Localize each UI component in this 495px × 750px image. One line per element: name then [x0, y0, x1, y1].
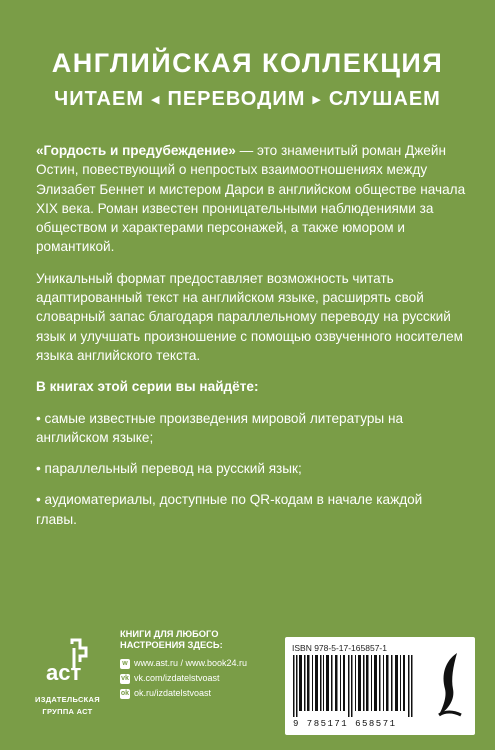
tagline-read: ЧИТАЕМ — [54, 88, 144, 110]
publisher-name-line-2: ГРУППА АСТ — [42, 707, 93, 716]
link-ok-text: ok.ru/izdatelstvoast — [134, 688, 212, 698]
publisher-links — [120, 629, 260, 701]
arrow-left-icon: ◀ — [151, 94, 161, 106]
isbn-panel — [285, 637, 475, 735]
feature-item: • параллельный перевод на русский язык; — [36, 461, 302, 477]
barcode-number: 9 785171 658571 — [293, 719, 397, 729]
isbn-label: ISBN 978-5-17-165857-1 — [292, 643, 387, 653]
ok-icon: ok — [120, 690, 130, 697]
book-title: «Гордость и предубеждение» — [36, 143, 236, 158]
tagline-listen: СЛУШАЕМ — [328, 88, 441, 110]
arrow-right-icon: ▶ — [312, 94, 322, 106]
link-ok[interactable] — [120, 686, 260, 701]
features-heading: В книгах этой серии вы найдёте: — [36, 379, 259, 395]
link-web-text: www.ast.ru / www.book24.ru — [134, 658, 248, 668]
link-vk[interactable] — [120, 671, 260, 686]
links-heading-line-1: КНИГИ ДЛЯ ЛЮБОГО — [120, 629, 219, 639]
feature-item: • аудиоматериалы, доступные по QR-кодам в начале каждой главы. — [36, 492, 423, 527]
tagline — [0, 88, 495, 111]
link-vk-text: vk.com/izdatelstvoast — [134, 673, 220, 683]
vk-icon: vk — [121, 675, 129, 682]
description-paragraph-2: Уникальный формат предоставляет возможность читать адаптированный текст на английском языке, расширять свой словарный запас благодаря параллельному переводу на русский язык и улучшать произношение с помощью озвученного носителем языка английского текста. — [36, 270, 463, 363]
series-title: АНГЛИЙСКАЯ КОЛЛЕКЦИЯ — [51, 48, 444, 78]
publisher-name-line-1: ИЗДАТЕЛЬСКАЯ — [35, 695, 100, 704]
barcode — [291, 655, 416, 717]
ast-logo-icon — [38, 638, 98, 688]
links-heading-line-2: НАСТРОЕНИЯ ЗДЕСЬ: — [120, 640, 223, 650]
description-paragraph-1 — [36, 141, 466, 257]
web-icon: w — [120, 659, 130, 669]
publisher-logo-text: аст — [45, 660, 81, 685]
description — [36, 141, 466, 541]
link-web[interactable] — [120, 656, 260, 671]
tagline-translate: ПЕРЕВОДИМ — [167, 88, 306, 110]
quill-logo-icon — [435, 649, 467, 721]
feature-item: • самые известные произведения мировой литературы на английском языке; — [36, 410, 404, 445]
description-paragraph-1-text: — это знаменитый роман Джейн Остин, повествующий о непростых взаимоотношениях между Элизабет Беннет и мистером Дарси в английском обществе начала XIX века. Роман известен проницательными наблюдениями за обществом и характерами персонажей, а также юмором и романтикой. — [36, 143, 466, 255]
publisher-logo — [30, 638, 105, 717]
